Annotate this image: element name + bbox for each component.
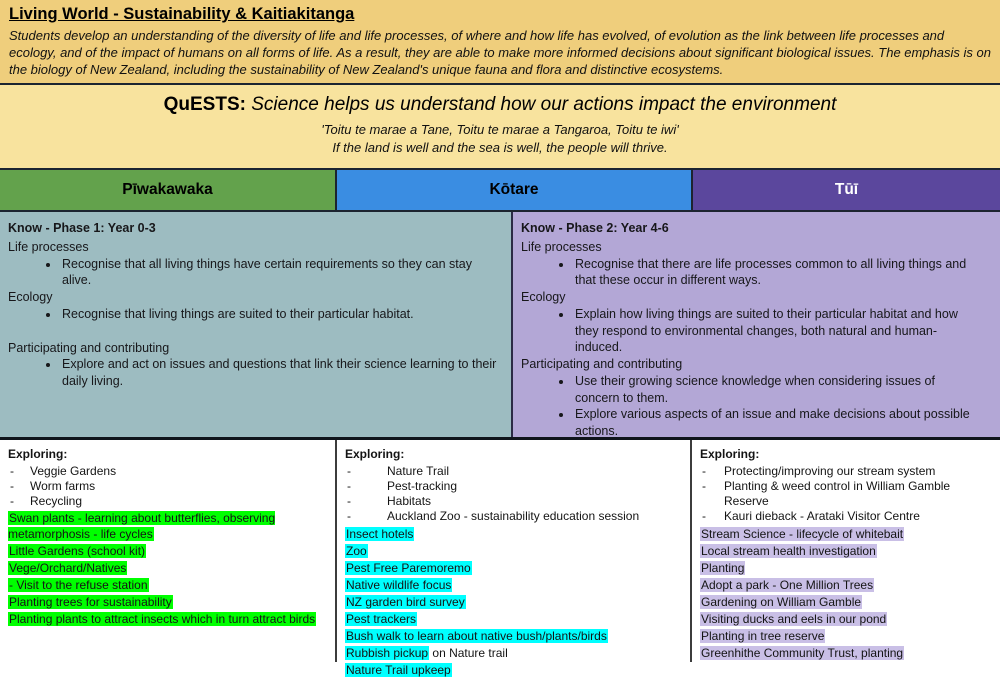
dash-bullet: - — [702, 464, 706, 479]
exploring-heading: Exploring: — [700, 447, 760, 461]
exploring-list-item — [8, 464, 327, 479]
exploring-activity-item — [345, 544, 682, 559]
highlighted-text: Pest Free Paremoremo — [346, 560, 471, 575]
dash-bullet: - — [702, 509, 706, 524]
highlighted-text: Insect hotels — [346, 526, 414, 541]
exploring-list-item — [345, 479, 682, 494]
exploring-activity-item — [700, 612, 992, 627]
highlighted-text: Native wildlife focus — [346, 577, 452, 592]
know-bullet: • Explain how living things are suited to their particular habitat and how they respond to environmental changes, both natural and human-induced. — [573, 306, 982, 356]
know-section-heading: Ecology — [521, 290, 566, 304]
exploring-activity-item — [8, 511, 327, 541]
group-header-2: Kōtare — [337, 170, 693, 210]
highlighted-text: Swan plants - learning about butterflies, observing metamorphosis - life cycles — [8, 511, 276, 541]
exploring-list-item-text: Pest-tracking — [387, 479, 458, 494]
exploring-heading: Exploring: — [345, 447, 405, 461]
highlighted-text: Planting in tree reserve — [701, 629, 825, 644]
dash-bullet: - — [347, 494, 351, 509]
exploring-activity-item — [8, 544, 327, 559]
exploring-activity-item — [8, 612, 327, 627]
exploring-list-item-text: Kauri dieback - Arataki Visitor Centre — [724, 509, 920, 524]
highlighted-text: Zoo — [346, 543, 367, 558]
exploring-list-item — [345, 509, 682, 524]
exploring-column-2 — [337, 440, 692, 678]
exploring-list-item — [345, 464, 682, 479]
exploring-list-item-text: Auckland Zoo - sustainability education session — [387, 509, 640, 524]
dash-bullet: - — [347, 509, 351, 524]
quests-statement: Science helps us understand how our actions impact the environment — [251, 94, 837, 115]
highlighted-text: Greenhithe Community Trust, planting — [701, 646, 904, 661]
exploring-activity-item — [345, 646, 682, 661]
know-phase1-cell — [0, 212, 513, 437]
highlighted-text: NZ garden bird survey — [346, 594, 465, 609]
know-bullet-list — [8, 256, 499, 290]
highlighted-text: - Visit to the refuse station — [9, 577, 148, 592]
highlighted-text: Nature Trail upkeep — [346, 663, 451, 678]
know-bullet-list — [8, 306, 499, 323]
dash-bullet: - — [10, 464, 14, 479]
exploring-activity-item — [345, 612, 682, 627]
exploring-activity-item — [8, 595, 327, 610]
exploring-list-item-text: Habitats — [387, 494, 432, 509]
know-bullet: • Use their growing science knowledge when considering issues of concern to them. — [573, 373, 982, 407]
know-section-heading: Life processes — [521, 239, 602, 254]
know-bullet: • Recognise that there are life processes common to all living things and that these occur in different ways. — [573, 256, 982, 290]
exploring-activity-item — [700, 646, 992, 661]
highlighted-text: Bush walk to learn about native bush/plants/birds — [346, 629, 607, 644]
group-header-1: Pīwakawaka — [0, 170, 337, 210]
exploring-activity-item — [700, 578, 992, 593]
exploring-list-item-text: Planting & weed control in William Gamble Reserve — [724, 479, 951, 509]
page-title: Living World - Sustainability & Kaitiakitanga — [9, 5, 355, 23]
quests-label: QuESTS: — [163, 94, 246, 115]
exploring-list-item — [345, 494, 682, 509]
highlighted-text: Visiting ducks and eels in our pond — [701, 612, 887, 627]
highlighted-text: Planting plants to attract insects which in turn attract birds — [9, 612, 316, 627]
exploring-list-item — [700, 464, 992, 479]
exploring-activity-item — [8, 578, 327, 593]
exploring-column-3 — [692, 440, 1000, 662]
know-row — [0, 212, 1000, 440]
exploring-activity-item — [345, 578, 682, 593]
exploring-activity-item — [700, 544, 992, 559]
highlighted-text: Rubbish pickup — [346, 646, 429, 661]
know-bullet-list — [521, 306, 982, 356]
know-section-heading: Participating and contributing — [521, 357, 683, 371]
exploring-list-item — [700, 479, 992, 509]
quests-statement-line — [0, 94, 1000, 116]
exploring-activity-item — [8, 561, 327, 576]
highlighted-text: Local stream health investigation — [701, 543, 876, 558]
highlighted-text: Adopt a park - One Million Trees — [701, 577, 874, 592]
know-bullet: • Recognise that living things are suited to their particular habitat. — [60, 306, 499, 323]
exploring-activity-item — [345, 595, 682, 610]
exploring-activity-item — [700, 595, 992, 610]
know-phase-title: Know - Phase 2: Year 4-6 — [521, 221, 669, 235]
know-section-heading: Participating and contributing — [8, 340, 170, 355]
exploring-activity-item — [345, 527, 682, 542]
exploring-activity-item — [345, 629, 682, 644]
highlighted-text: Little Gardens (school kit) — [9, 543, 146, 558]
dash-bullet: - — [347, 479, 351, 494]
dash-bullet: - — [702, 479, 706, 494]
whakatauki-translation: If the land is well and the sea is well, the people will thrive. — [332, 140, 668, 155]
highlighted-text: Pest trackers — [346, 612, 417, 627]
dash-bullet: - — [347, 464, 351, 479]
exploring-list-item-text: Recycling — [30, 494, 83, 509]
group-header-3: Tūī — [693, 170, 1000, 210]
whakatauki-line: 'Toitu te marae a Tane, Toitu te marae a Tangaroa, Toitu te iwi' — [321, 122, 679, 137]
exploring-activity-item — [700, 629, 992, 644]
highlighted-text: Planting — [701, 560, 745, 575]
exploring-activity-item — [345, 561, 682, 576]
highlighted-text: Gardening on William Gamble — [701, 594, 862, 609]
title-section — [0, 0, 1000, 85]
exploring-activity-item — [700, 561, 992, 576]
exploring-list-item — [700, 509, 992, 524]
know-bullet-list — [521, 373, 982, 440]
exploring-list-item-text: Protecting/improving our stream system — [724, 464, 936, 479]
group-header-row — [0, 170, 1000, 212]
highlighted-text: Stream Science - lifecycle of whitebait — [701, 526, 904, 541]
know-bullet: • Recognise that all living things have certain requirements so they can stay alive. — [60, 256, 499, 290]
highlighted-text: Vege/Orchard/Natives — [9, 560, 127, 575]
exploring-column-1 — [0, 440, 337, 662]
know-bullet: • Explore various aspects of an issue and make decisions about possible actions. — [573, 406, 982, 440]
dash-bullet: - — [10, 479, 14, 494]
exploring-list-item-text: Nature Trail — [387, 464, 450, 479]
know-section-heading: Ecology — [8, 290, 53, 304]
know-section-heading: Life processes — [8, 239, 89, 254]
know-phase2-cell — [513, 212, 1000, 437]
strand-description: Students develop an understanding of the diversity of life and life processes, of where and how life has evolved, of evolution as the link between life processes and ecology, and of the impact of humans on all forms of life. As a result, they are able to make more informed decisions about significant biological issues. The emphasis is on the biology of New Zealand, including the sustainability of New Zealand's unique fauna and flora and distinctive ecosystems. — [9, 28, 992, 77]
exploring-heading: Exploring: — [8, 447, 68, 461]
exploring-list-item-text: Veggie Gardens — [30, 464, 117, 479]
know-phase-title: Know - Phase 1: Year 0-3 — [8, 221, 156, 235]
dash-bullet: - — [10, 494, 14, 509]
exploring-list-item — [8, 479, 327, 494]
plain-text: on Nature trail — [429, 646, 508, 661]
highlighted-text: Planting trees for sustainability — [9, 594, 172, 609]
know-bullet: • Explore and act on issues and questions that link their science learning to their daily living. — [60, 356, 499, 390]
exploring-list-item — [8, 494, 327, 509]
quests-banner — [0, 85, 1000, 170]
exploring-list-item-text: Worm farms — [30, 479, 96, 494]
exploring-activity-item — [345, 663, 682, 678]
know-bullet-list — [521, 256, 982, 290]
exploring-activity-item — [700, 527, 992, 542]
know-bullet-list — [8, 356, 499, 390]
exploring-row — [0, 440, 1000, 678]
